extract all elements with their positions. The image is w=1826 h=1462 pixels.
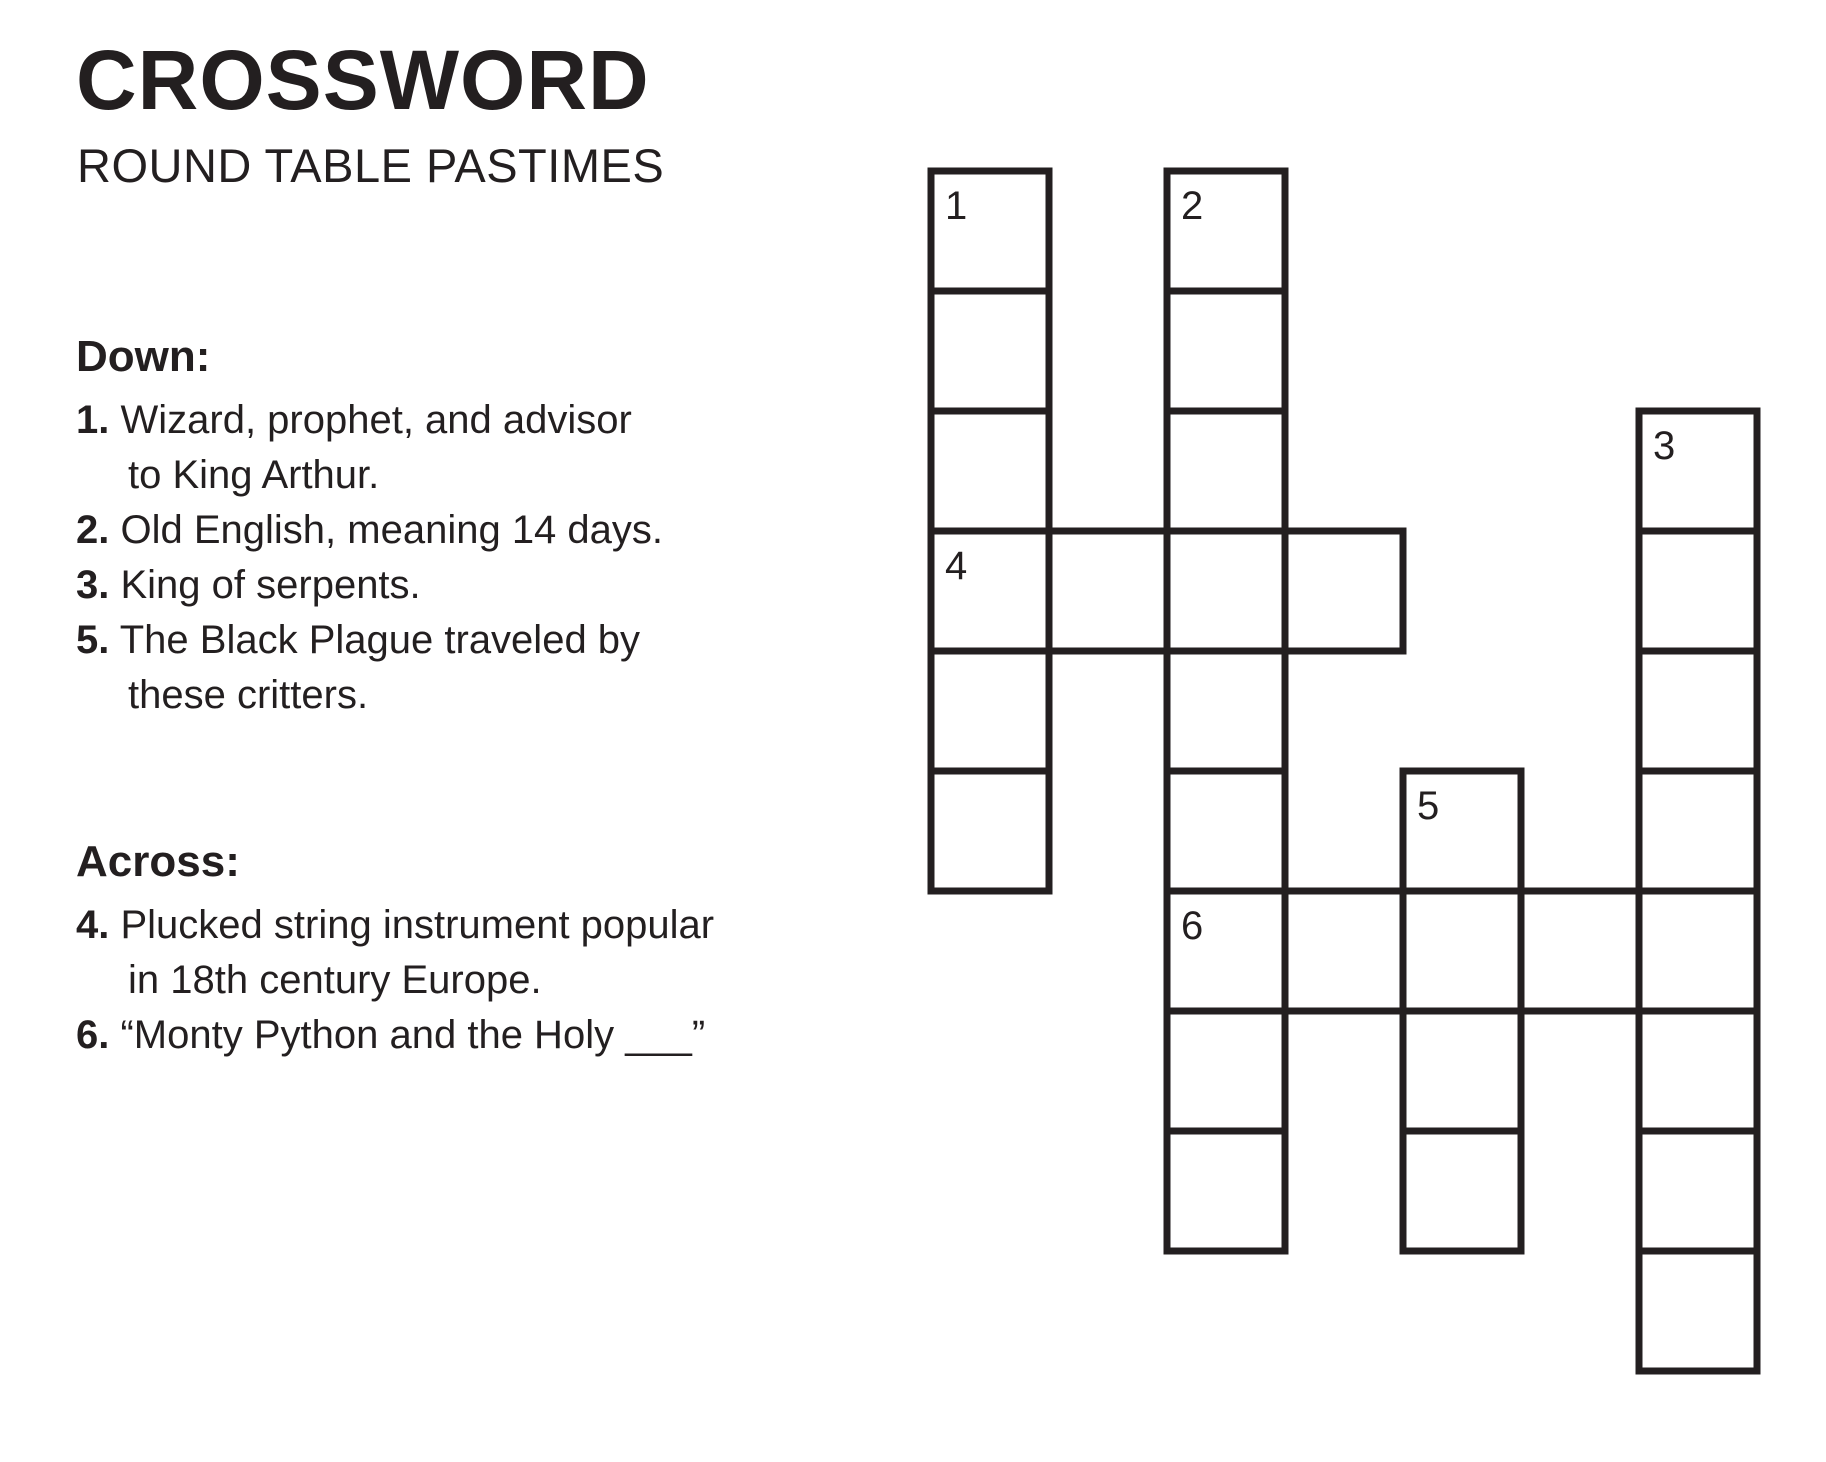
grid-cell[interactable] [1403,1131,1521,1251]
grid-cell[interactable] [1167,771,1285,891]
across-heading: Across: [76,837,240,886]
cell-number: 1 [945,184,968,228]
grid-cell[interactable] [1403,1011,1521,1131]
clue-text: Plucked string instrument popular [120,903,715,947]
grid-cell[interactable] [1167,531,1285,651]
grid-cell[interactable] [931,291,1049,411]
grid-cell[interactable] [1049,531,1167,651]
clue-number: 4. [76,903,110,947]
cell-number: 2 [1181,184,1204,228]
grid-cell[interactable] [1639,531,1757,651]
grid-cell[interactable] [931,411,1049,531]
clue-text-continued: to King Arthur. [128,453,380,497]
grid-cell[interactable] [1639,1011,1757,1131]
clue-number: 6. [76,1013,110,1057]
grid-cell[interactable] [1639,1131,1757,1251]
clue-text: Old English, meaning 14 days. [120,508,664,552]
clue-text-continued: these critters. [128,673,369,717]
grid-cell[interactable] [1403,891,1521,1011]
puzzle-title: CROSSWORD [76,33,650,127]
clue-number: 1. [76,398,110,442]
clue-number: 2. [76,508,110,552]
grid-cell[interactable] [1521,891,1639,1011]
cell-number: 6 [1181,904,1204,948]
clue-number: 3. [76,563,110,607]
clue-text: “Monty Python and the Holy ___” [120,1013,706,1057]
grid-cell[interactable] [1639,651,1757,771]
clue-text: Wizard, prophet, and advisor [120,398,632,442]
clue-text: The Black Plague traveled by [119,618,641,662]
puzzle-subtitle: ROUND TABLE PASTIMES [77,139,665,192]
grid-cell[interactable] [931,651,1049,771]
grid-cell[interactable] [1285,531,1403,651]
grid-cell[interactable] [1167,1011,1285,1131]
grid-cell[interactable] [1167,651,1285,771]
grid-cell[interactable] [1167,291,1285,411]
grid-cell[interactable] [1167,411,1285,531]
grid-cell[interactable] [1639,771,1757,891]
grid-cell[interactable] [1639,1251,1757,1371]
clue-text-continued: in 18th century Europe. [128,958,542,1002]
clue-number: 5. [76,618,110,662]
cell-number: 3 [1653,424,1676,468]
grid-cell[interactable] [1167,1131,1285,1251]
cell-number: 5 [1417,784,1440,828]
grid-cell[interactable] [1285,891,1403,1011]
down-heading: Down: [76,332,211,381]
grid-cell[interactable] [1639,891,1757,1011]
clue-text: King of serpents. [120,563,421,607]
cell-number: 4 [945,544,968,588]
grid-cell[interactable] [931,771,1049,891]
